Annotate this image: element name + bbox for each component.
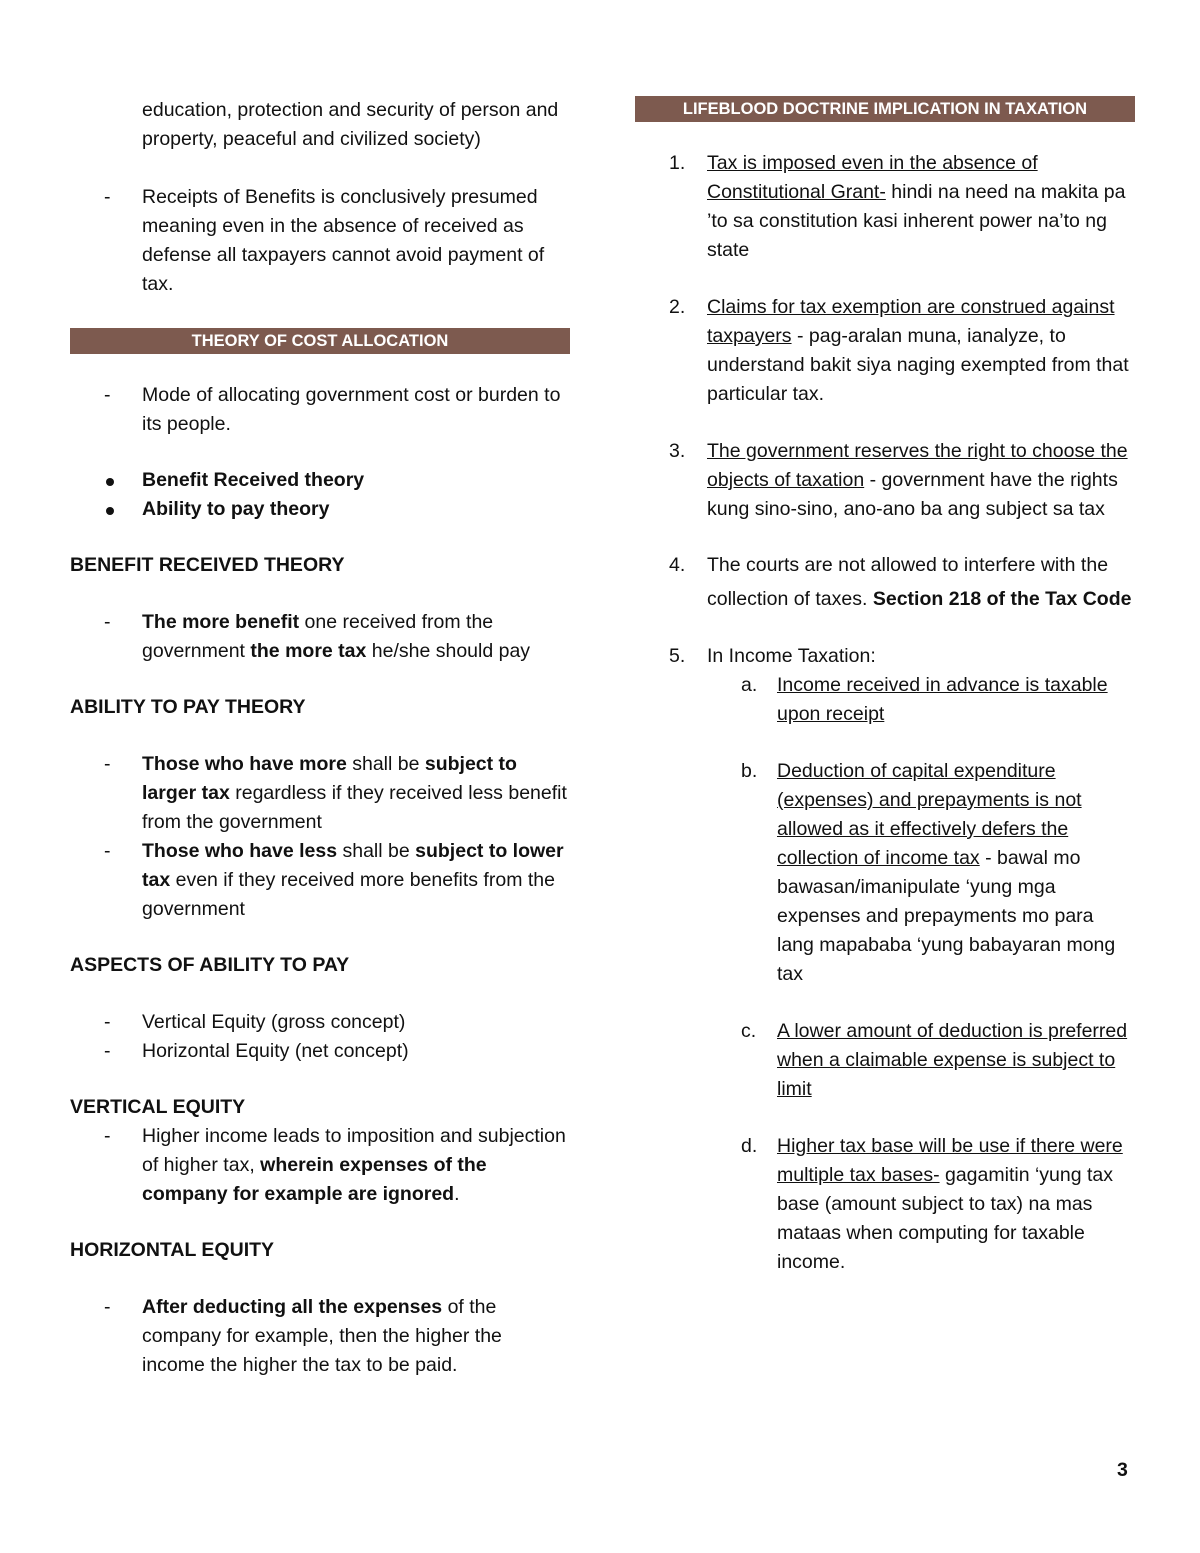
heading-ability-to-pay: ABILITY TO PAY THEORY: [70, 696, 306, 718]
dash-marker: -: [104, 611, 111, 633]
section-heading-cost-allocation: THEORY OF COST ALLOCATION: [70, 328, 570, 354]
heading-vertical-equity: VERTICAL EQUITY: [70, 1096, 246, 1118]
list-item: - The more benefit one received from the government the more tax he/she should pay: [70, 608, 570, 666]
list-item: - Those who have less shall be subject to lower tax even if they received more benefits from the government: [70, 837, 570, 924]
theory-bullet: Benefit Received theory: [70, 466, 570, 495]
intro-continuation: education, protection and security of person and property, peaceful and civilized society): [142, 99, 559, 150]
list-item: - Mode of allocating government cost or burden to its people.: [70, 381, 570, 439]
sub-item-c: c. A lower amount of deduction is preferred when a claimable expense is subject to limit: [741, 1020, 1128, 1100]
list-item: - Those who have more shall be subject to larger tax regardless if they received less benefit from the government: [70, 750, 570, 837]
list-item: - Vertical Equity (gross concept): [70, 1008, 570, 1037]
list-item: - Higher income leads to imposition and subjection of higher tax, wherein expenses of the company for example are ignored.: [70, 1122, 570, 1209]
list-item: - Horizontal Equity (net concept): [70, 1037, 570, 1066]
heading-horizontal-equity: HORIZONTAL EQUITY: [70, 1239, 275, 1261]
sub-item-d: d. Higher tax base will be use if there were multiple tax bases- gagamitin ‘yung tax base (amount subject to tax) na mas mataas when computing for taxable income.: [741, 1135, 1123, 1273]
list-item: - Receipts of Benefits is conclusively presumed meaning even in the absence of received as defense all taxpayers cannot avoid payment of tax.: [70, 183, 570, 299]
left-column: [70, 96, 570, 1380]
heading-benefit-received: BENEFIT RECEIVED THEORY: [70, 554, 345, 576]
dash-marker: -: [104, 1296, 111, 1318]
dash-marker: -: [104, 840, 111, 862]
numbered-item-5: 5. In Income Taxation:: [669, 645, 876, 667]
dash-marker: -: [104, 1040, 111, 1062]
numbered-item-1: 1. Tax is imposed even in the absence of Constitutional Grant- hindi na need na makita pa ’to sa constitution kasi inherent power na’to ng state: [669, 152, 1126, 261]
numbered-item-4: 4. The courts are not allowed to interfere with the collection of taxes. Section 218 of the Tax Code: [669, 554, 1132, 610]
right-column: [635, 96, 1135, 1277]
numbered-item-2: 2. Claims for tax exemption are construed against taxpayers - pag-aralan muna, ianalyze, to understand bakit siya naging exempted from that particular tax.: [669, 296, 1129, 405]
heading-aspects: ASPECTS OF ABILITY TO PAY: [70, 954, 350, 976]
dash-marker: -: [104, 1011, 111, 1033]
dash-marker: -: [104, 384, 111, 406]
dash-marker: -: [104, 1125, 111, 1147]
section-heading-lifeblood: LIFEBLOOD DOCTRINE IMPLICATION IN TAXATION: [635, 96, 1135, 122]
bullet-dot-icon: [106, 478, 114, 486]
list-item: - After deducting all the expenses of the company for example, then the higher the income the higher the tax to be paid.: [70, 1293, 570, 1380]
dash-marker: -: [104, 753, 111, 775]
sub-item-b: b. Deduction of capital expenditure (expenses) and prepayments is not allowed as it effectively defers the collection of income tax - bawal mo bawasan/imanipulate ‘yung mga expenses and prepayments mo para lang mapababa ‘yung babayaran mong tax: [741, 760, 1116, 985]
numbered-item-3: 3. The government reserves the right to choose the objects of taxation - government have the rights kung sino-sino, ano-ano ba ang subject sa tax: [669, 440, 1128, 520]
bullet-dot-icon: [106, 507, 114, 515]
theory-bullet: Ability to pay theory: [70, 495, 570, 524]
page-number: 3: [1117, 1459, 1128, 1481]
dash-marker: -: [104, 186, 111, 208]
sub-item-a: a. Income received in advance is taxable upon receipt: [741, 674, 1108, 725]
